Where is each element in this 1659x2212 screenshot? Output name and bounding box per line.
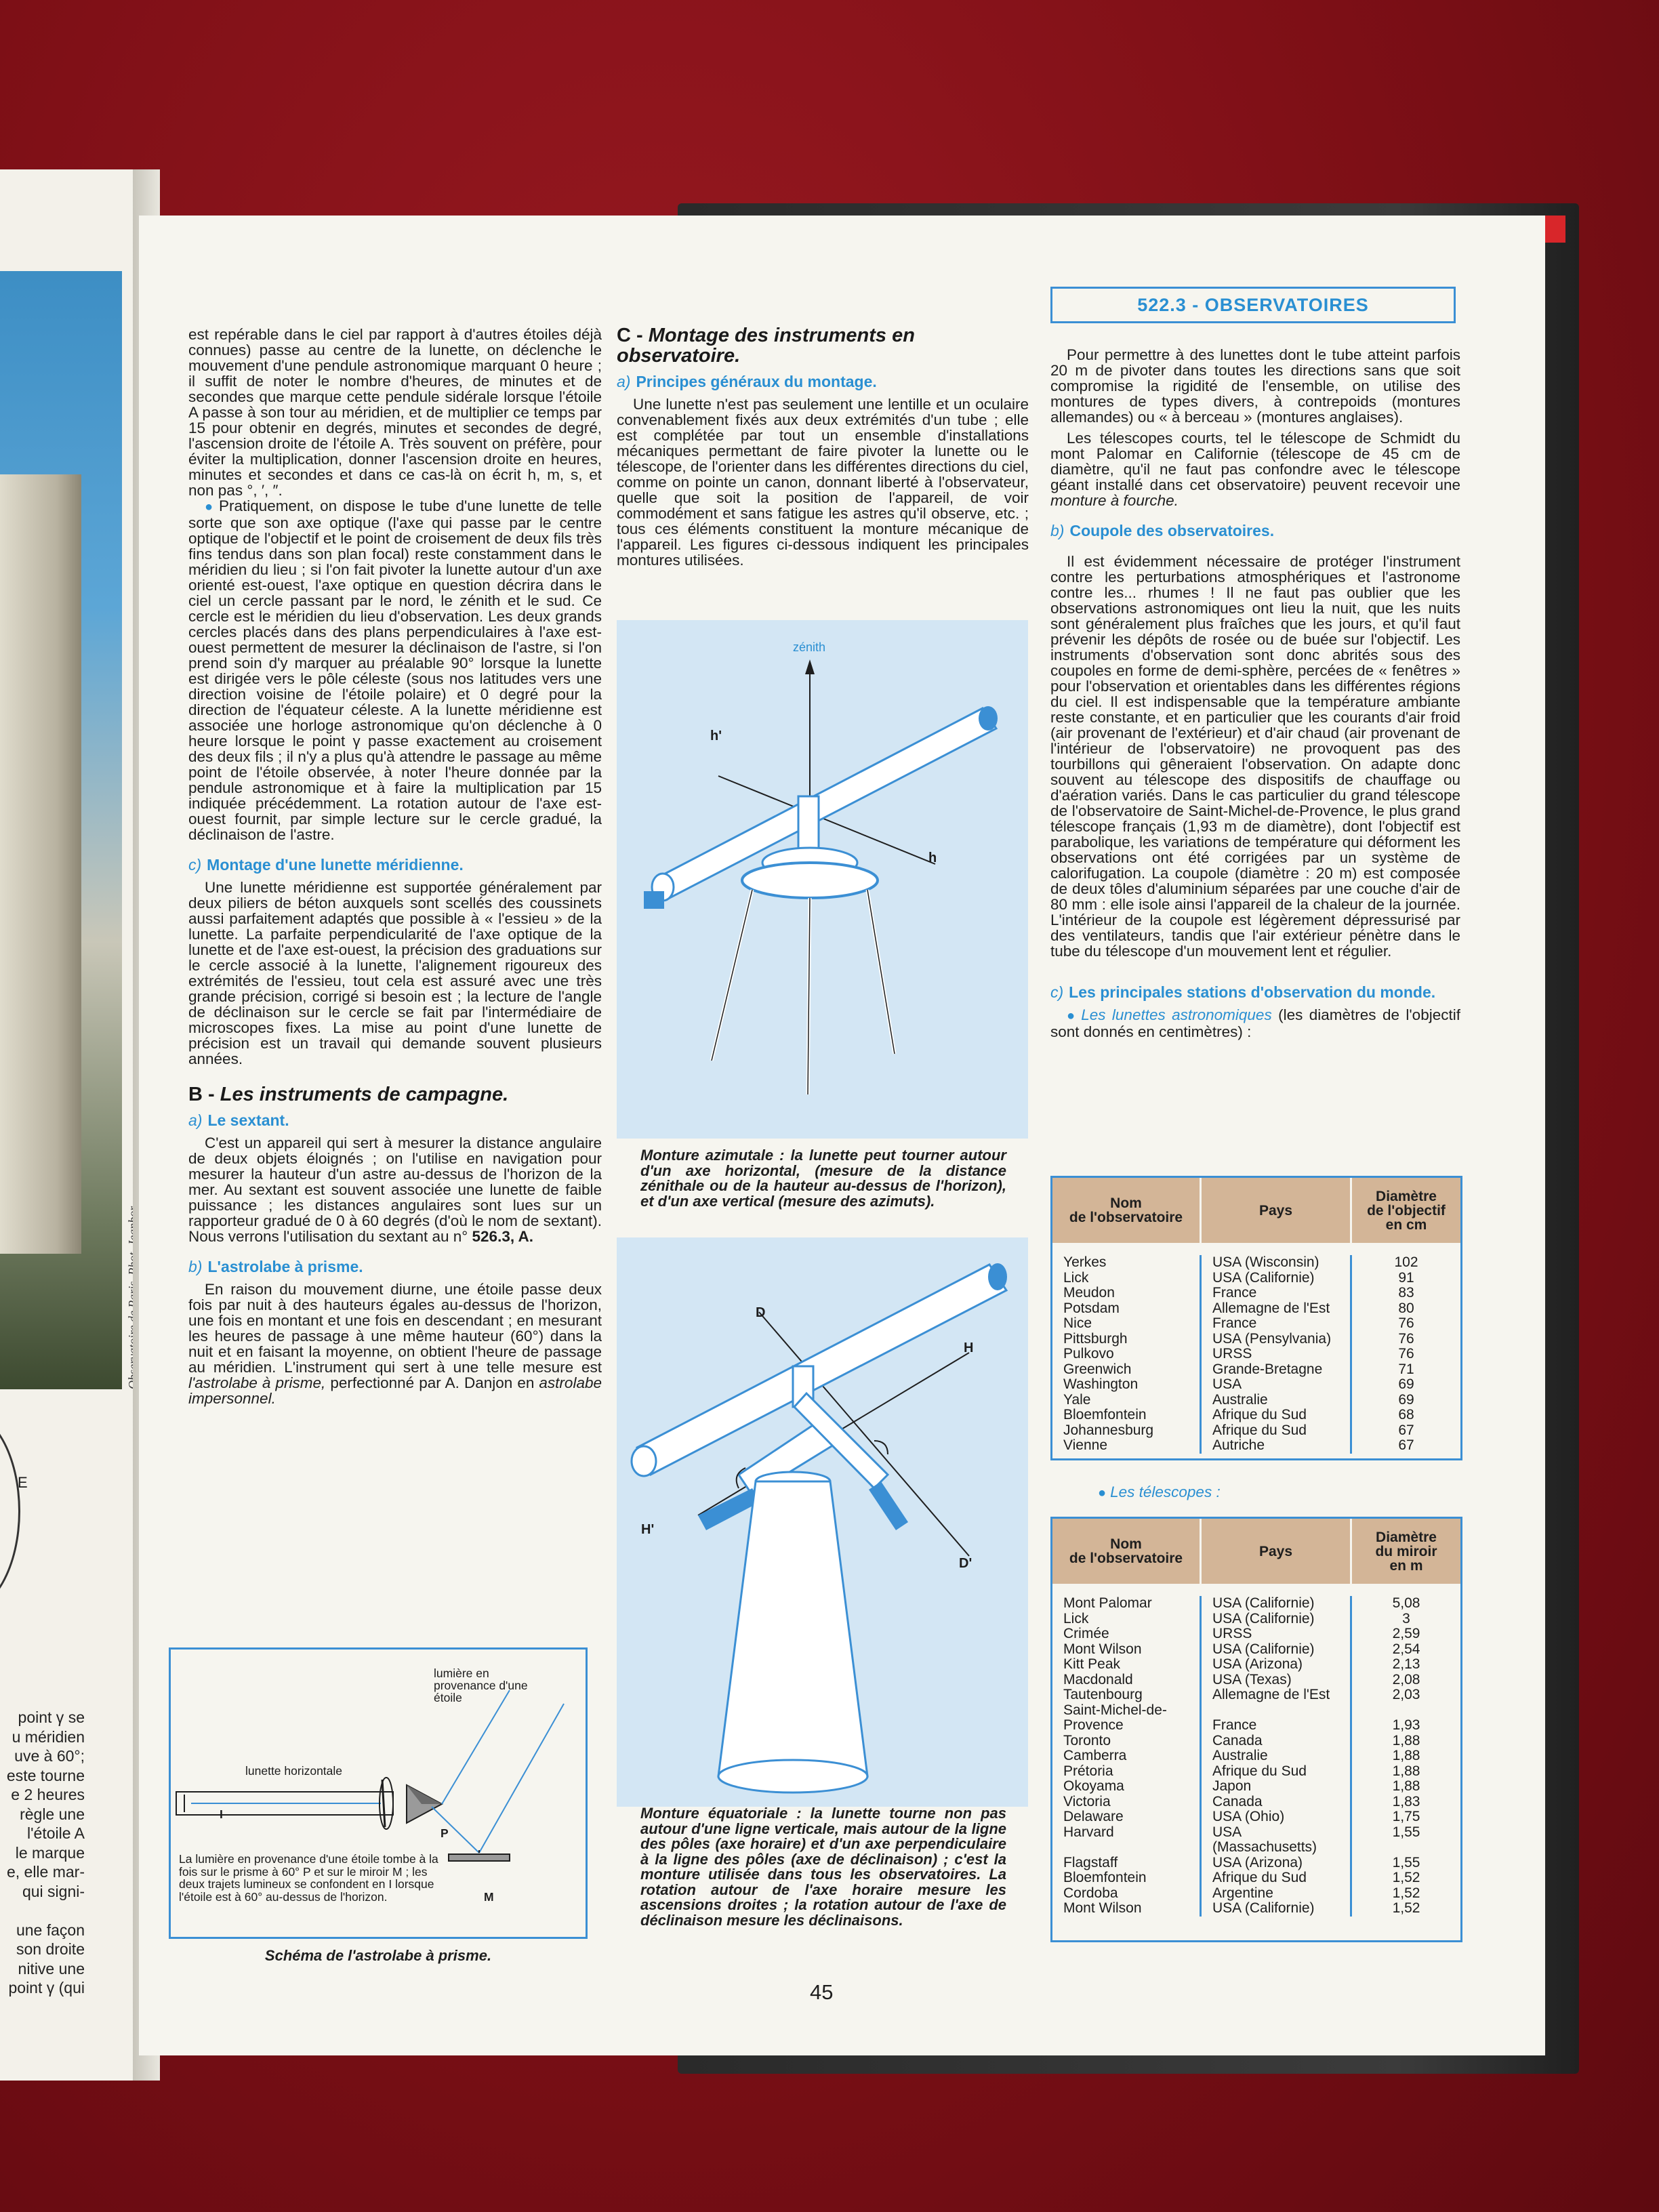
table-cell-name: Mont Wilson: [1063, 1900, 1142, 1916]
point-I-label: I: [220, 1807, 223, 1821]
table-cell-value: [1352, 1840, 1460, 1856]
table-cell-country: Canada: [1212, 1793, 1263, 1809]
table-cell-name: Mont Palomar: [1063, 1595, 1152, 1611]
page-number: 45: [810, 1980, 834, 2004]
paragraph: Les télescopes courts, tel le télescope de Schmidt du mont Palomar en Californie (télescope de 45 cm de diamètre, qu'il ne faut pas confondre avec le télescope géant installé dans cet observatoire) peuvent recevoir une monture à fourche.: [1050, 430, 1460, 509]
column-3: [1050, 347, 1460, 1040]
globe-diagram: [0, 1410, 20, 1613]
table-cell-country: [1212, 1703, 1350, 1719]
table-cell-value: 1,88: [1392, 1732, 1420, 1748]
subheading: c) Les principales stations d'observation du monde.: [1050, 983, 1436, 1001]
mirror-M-label: M: [484, 1890, 494, 1904]
table-cell-value: 83: [1398, 1285, 1414, 1300]
left-text-line: point γ se: [18, 1708, 85, 1726]
table-cell-value: 71: [1398, 1361, 1414, 1377]
table-cell-name: Greenwich: [1063, 1361, 1132, 1377]
left-text-line: u méridien: [12, 1727, 85, 1746]
lunette-label: lunette horizontale: [245, 1764, 343, 1778]
table-cell-value: 2,54: [1392, 1641, 1420, 1657]
table-cell-country: France: [1212, 1315, 1257, 1331]
azimuthal-mount-drawing: [617, 620, 1028, 1139]
table-cell-country: Allemagne de l'Est: [1212, 1300, 1330, 1316]
column-header: Nom de l'observatoire: [1052, 1519, 1202, 1584]
table-cell-name: Camberra: [1063, 1748, 1127, 1763]
zenith-label: zénith: [793, 640, 826, 654]
table-cell-value: 2,13: [1392, 1656, 1420, 1672]
H-label: H: [964, 1340, 974, 1355]
left-text-line: e 2 heures: [11, 1786, 85, 1803]
table-cell-name: Meudon: [1063, 1285, 1115, 1300]
table-cell-name: Washington: [1063, 1376, 1139, 1392]
table-cell-value: 76: [1398, 1330, 1414, 1347]
subheading: a) Le sextant.: [188, 1111, 289, 1129]
left-text-line: [0, 1901, 85, 1921]
table-cell-name: Harvard: [1063, 1824, 1114, 1840]
h-prime-label: h': [710, 729, 722, 743]
table-cell-value: 1,55: [1392, 1824, 1420, 1840]
table-header: [1052, 1519, 1460, 1584]
table-cell-value: 1,88: [1392, 1763, 1420, 1779]
table-cell-country: France: [1212, 1285, 1257, 1300]
table-cell-country: USA (Californie): [1212, 1269, 1315, 1286]
observatory-tower: [0, 474, 81, 1254]
table-cell-value: 80: [1398, 1300, 1414, 1316]
table-cell-country: URSS: [1212, 1626, 1252, 1641]
equatorial-mount-figure: [617, 1237, 1028, 1807]
bullet-icon: ●: [1098, 1486, 1107, 1500]
table-cell-value: 91: [1398, 1269, 1414, 1286]
left-text-line: uve à 60°;: [14, 1747, 85, 1765]
left-text-line: l'étoile A: [27, 1824, 85, 1842]
paragraph: C'est un appareil qui sert à mesurer la distance angulaire de deux objets éloignés ; on l'utilise en navigation pour mesurer la hauteur d'un astre au-dessus de l'horizon de la mer. Au sextant est souvent associée une lunette de faible puissance ; les distances angulaires sont lues sur un rapporteur gradué de 0 à 60 degrés (d'où le nom de sextant). Nous verrons l'utilisation du sextant au n° 526.3, A.: [188, 1134, 602, 1245]
star-light-label: lumière en provenance d'une étoile: [434, 1666, 528, 1704]
name-column: [1052, 1596, 1202, 1917]
table-cell-name: Yerkes: [1063, 1254, 1107, 1270]
table-cell-country: USA (Arizona): [1212, 1656, 1303, 1672]
table-cell-name: Lick: [1063, 1269, 1089, 1286]
section-title-box: 522.3 - OBSERVATOIRES: [1050, 287, 1456, 323]
table-body: [1052, 1243, 1460, 1454]
table-cell-country: Afrique du Sud: [1212, 1870, 1307, 1885]
paragraph: En raison du mouvement diurne, une étoile passe deux fois par nuit à des hauteurs égales au-dessus de l'horizon, une fois en montant et une fois en descendant ; en mesurant les heures de passage à une même hauteur (60°) dans la nuit et en faisant la moyenne, on obtient l'heure de passage au méridien. L'instrument qui sert à une telle mesure est l'astrolabe à prisme, perfectionné par A. Danjon en astrolabe impersonnel.: [188, 1281, 602, 1407]
table-cell-name: Saint-Michel-de-: [1063, 1702, 1167, 1718]
subheading: b) L'astrolabe à prisme.: [188, 1258, 363, 1275]
table-cell-name: Kitt Peak: [1063, 1656, 1121, 1672]
column-header: Diamètre de l'objectif en cm: [1367, 1188, 1446, 1233]
bullet-icon: ●: [1067, 1008, 1078, 1023]
table-cell-value: 3: [1402, 1610, 1410, 1626]
table-cell-value: 1,52: [1392, 1870, 1420, 1885]
table-cell-name: Pittsburgh: [1063, 1330, 1128, 1347]
table-cell-country: Autriche: [1212, 1437, 1265, 1453]
prism-P-label: P: [441, 1826, 449, 1840]
left-text-line: qui signi-: [22, 1882, 85, 1900]
column-1: [188, 327, 602, 1406]
table-cell-country: USA (Wisconsin): [1212, 1254, 1319, 1270]
table-cell-country: USA (Texas): [1212, 1671, 1292, 1687]
table-cell-value: 76: [1398, 1346, 1414, 1361]
table-cell-name: Potsdam: [1063, 1300, 1120, 1316]
left-text-line: point γ (qui: [8, 1979, 85, 1996]
table-cell-country: USA (Ohio): [1212, 1809, 1285, 1824]
left-page-text: [0, 1708, 85, 1998]
table-cell-value: 69: [1398, 1391, 1414, 1408]
table-cell-name: Delaware: [1063, 1809, 1124, 1824]
table-cell-name: Bloemfontein: [1063, 1870, 1147, 1885]
column-header: Pays: [1202, 1178, 1352, 1243]
table-cell-name: Johannesburg: [1063, 1422, 1154, 1438]
table-cell-value: 2,59: [1392, 1626, 1420, 1641]
table-cell-country: France: [1212, 1717, 1257, 1733]
table-cell-country: Australie: [1212, 1748, 1268, 1763]
table-cell-value: 2,03: [1392, 1687, 1420, 1702]
table-cell-name: Victoria: [1063, 1793, 1111, 1809]
table-cell-name: Provence: [1063, 1717, 1124, 1733]
azimuthal-mount-figure: [617, 620, 1028, 1139]
table-cell-value: 1,55: [1392, 1854, 1420, 1870]
table-cell-country: Afrique du Sud: [1212, 1422, 1307, 1438]
H-prime-label: H': [641, 1522, 655, 1537]
azimuthal-caption: Monture azimutale : la lunette peut tourner autour d'un axe horizontal, (mesure de la distance zénithale ou de la hauteur au-dessus de l'horizon), et d'un axe vertical (mesure des azimuts).: [640, 1147, 1006, 1210]
table-cell-name: Crimée: [1063, 1626, 1109, 1641]
column-2: [617, 325, 1029, 568]
left-page: [0, 169, 146, 2081]
table-cell-name: Pulkovo: [1063, 1346, 1114, 1361]
table-cell-value: 1,52: [1392, 1885, 1420, 1901]
table-cell-name: [1063, 1840, 1200, 1856]
table-cell-value: 1,88: [1392, 1778, 1420, 1794]
paragraph: est repérable dans le ciel par rapport à d'autres étoiles déjà connues) passe au centre de la lunette, on déclenche le mouvement d'une pendule astronomique marquant 0 heure ; il suffit de noter le nombre d'heures, de minutes et de secondes que marque cette pendule sidérale lorsque l'étoile A passe à son tour au méridien, et de multiplier ce temps par 15 pour obtenir en degrés, minutes et secondes de degré, l'ascension droite de l'étoile A. Très souvent on préfère, pour éviter la multiplication, donner l'ascension droite en heures, minutes et secondes et dans ce cas-là on écrit h, m, s, et non pas °, ′, ″.: [188, 326, 602, 499]
h-label: h: [928, 851, 937, 865]
table-cell-country: USA (Pensylvania): [1212, 1330, 1332, 1347]
value-column: [1352, 1255, 1460, 1454]
D-prime-label: D': [959, 1556, 972, 1571]
table-cell-country: (Massachusetts): [1212, 1839, 1317, 1855]
table-header: [1052, 1178, 1460, 1243]
table-body: [1052, 1584, 1460, 1917]
table-cell-country: Afrique du Sud: [1212, 1407, 1307, 1422]
paragraph: Une lunette n'est pas seulement une lentille et un oculaire convenablement fixés aux deux extrémités d'un tube ; elle est complétée par tout un ensemble d'installations mécaniques permettant de faire pivoter la lunette ou le télescope, de l'orienter dans les différentes directions du ciel, comme on pointe un canon, donnant liberté à l'observateur, quelle que soit la position de l'appareil, de voir commodément et sans fatigue les astres qu'il observe, etc. ; tous ces éléments constituent la monture mécanique de l'appareil. Les figures ci-dessous indiquent les principales montures utilisées.: [617, 396, 1029, 569]
table-cell-value: 1,83: [1392, 1793, 1420, 1809]
paragraph: ● Les lunettes astronomiques (les diamètres de l'objectif sont donnés en centimètres) :: [1050, 1006, 1460, 1040]
table-cell-country: Japon: [1212, 1778, 1252, 1794]
paragraph: Il est évidemment nécessaire de protéger l'instrument contre les perturbations atmosphériques et l'astronome contre les... rhumes ! Il ne faut pas oublier que les observations astronomiques ont lieu la nuit, que les nuits sont généralement plus fraîches que les jours, et qu'il faut prévenir les dépôts de rosée ou de buée sur l'objectif. Les instruments d'observation sont donc abrités sous des coupoles en forme de demi-sphère, percées de « fenêtres » pour l'observation et orientables dans les différentes régions du ciel. Il est indispensable que la température ambiante reste constante, et en particulier que les courants d'air froid (air provenant de l'extérieur) et d'air chaud (air provenant de l'intérieur de l'observatoire) ne provoquent pas des tourbillons qui gêneraient l'observation. On adapte donc souvent au télescope des dispositifs de chauffage ou d'aération variés. Dans le cas particulier du grand télescope de l'observatoire de Saint-Michel-de-Provence, le plus grand télescope français (1,93 m de diamètre), dont l'objectif est parabolique, les variations de température qui déforment les observations ont été corrigées par un système de calorifugation. La coupole (diamètre : 20 m) est composée de deux tôles d'aluminium séparées par une couche d'air de 80 mm : elle isole ainsi l'appareil de la chaleur de la journée. L'intérieur de la coupole est légèrement dépressurisé par des ventilateurs, tandis que l'air extérieur pénètre dans le tube du télescope d'un mouvement lent et régulier.: [1050, 553, 1460, 960]
column-header: Diamètre du miroir en m: [1375, 1529, 1437, 1574]
name-column: [1052, 1255, 1202, 1454]
bullet-icon: ●: [205, 499, 215, 514]
table-cell-name: Lick: [1063, 1610, 1089, 1626]
telescopes-table: [1050, 1517, 1462, 1942]
table-cell-name: Vienne: [1063, 1437, 1108, 1453]
column-header: Nom de l'observatoire: [1052, 1178, 1202, 1243]
table-cell-country: USA (Californie): [1212, 1595, 1315, 1611]
D-label: D: [756, 1305, 766, 1320]
table-cell-country: Canada: [1212, 1732, 1263, 1748]
equatorial-caption: Monture équatoriale : la lunette tourne non pas autour d'une ligne verticale, mais autour de la ligne des pôles (axe horaire) et d'un axe perpendiculaire à la ligne des pôles (axe de déclinaison) ; c'est la monture utilisée dans tous les observatoires. La rotation autour de l'axe horaire mesure les ascensions droites ; la rotation autour de l'axe de déclinaison mesure les déclinaisons.: [640, 1805, 1006, 1929]
subheading: c) Montage d'une lunette méridienne.: [188, 856, 464, 874]
table-cell-name: Flagstaff: [1063, 1854, 1118, 1870]
table-cell-country: Afrique du Sud: [1212, 1763, 1307, 1779]
lunettes-table: [1050, 1176, 1462, 1460]
table-cell-country: Australie: [1212, 1391, 1268, 1408]
country-column: [1202, 1596, 1352, 1917]
value-column: [1352, 1596, 1460, 1917]
table-cell-value: 1,52: [1392, 1900, 1420, 1916]
table-cell-value: 2,08: [1392, 1671, 1420, 1687]
table-cell-value: 1,88: [1392, 1748, 1420, 1763]
subheading: b) Coupole des observatoires.: [1050, 522, 1275, 539]
paragraph: ● Pratiquement, on dispose le tube d'une lunette de telle sorte que son axe optique (l'axe qui passe par le centre optique de l'objectif et le point de croisement de deux fils très fins tendus dans son plan focal) reste constamment dans le méridien du lieu ; si l'on fait pivoter la lunette autour d'un axe orienté est-ouest, l'axe optique en question décrira dans le ciel un cercle passant par le nord, le zénith et le sud. Ce cercle est le méridien du lieu d'observation. Les deux grands cercles placés dans des plans perpendiculaires à l'axe est-ouest permettent de mesurer la déclinaison de l'astre, si l'on prend soin d'y marquer au préalable 90° lorsque la lunette est dirigée vers le pôle céleste (sous nos latitudes vers une direction voisine de l'étoile polaire) et 0 degré pour la direction de l'équateur céleste. A la lunette méridienne est associée une horloge astronomique qu'on déclenche à 0 heure lorsque le point γ passe exactement au croisement des deux fils ; il n'y a plus qu'à attendre le passage au même point de l'étoile observée, à noter l'heure donnée par la pendule astronomique et à faire la multiplication par 15 indiquée précédemment. La rotation autour de l'axe est-ouest fournit, par simple lecture sur le cercle gradué, la déclinaison de l'astre.: [188, 497, 602, 843]
subheading: a) Principes généraux du montage.: [617, 373, 877, 390]
table-cell-name: Tautenbourg: [1063, 1687, 1143, 1702]
table-cell-country: USA (Arizona): [1212, 1854, 1303, 1870]
table-cell-name: Nice: [1063, 1315, 1092, 1331]
table-cell-country: USA (Californie): [1212, 1641, 1315, 1657]
table-cell-value: [1352, 1703, 1460, 1719]
paragraph: Une lunette méridienne est supportée généralement par deux piliers de béton auxquels sont scellés des coussinets aussi parfaitement adaptés que possible à « l'essieu » de la lunette. La parfaite perpendicularité de l'axe optique de la lunette et de l'axe est-ouest, la précision des graduations sur le cercle associé à la lunette, l'alignement rigoureux des extrémités de l'essieu, tout cela est assuré avec une très grande précision, corrigé si besoin est ; la lecture de l'angle de déclinaison sur le cercle se fait par l'intermédiaire de microscopes fixes. La mise au point d'une lunette de précision est un travail qui demande souvent plusieurs années.: [188, 879, 602, 1067]
globe-label: E: [18, 1474, 28, 1491]
country-column: [1202, 1255, 1352, 1454]
left-text-line: règle une: [20, 1805, 85, 1823]
table-cell-name: Bloemfontein: [1063, 1407, 1147, 1422]
table-cell-name: Mont Wilson: [1063, 1641, 1142, 1657]
paragraph: Pour permettre à des lunettes dont le tube atteint parfois 20 m de pivoter dans toutes les directions sans que soit compromise la rigidité de l'ensemble, on utilise des montures de types divers, à contrepoids (montures allemandes) ou « à berceau » (montures anglaises).: [1050, 346, 1460, 426]
table-cell-value: 67: [1398, 1437, 1414, 1453]
column-header: Pays: [1202, 1519, 1352, 1584]
table-cell-country: Grande-Bretagne: [1212, 1361, 1323, 1377]
table-cell-country: Argentine: [1212, 1885, 1273, 1901]
table-cell-country: USA: [1212, 1824, 1242, 1840]
table-cell-country: URSS: [1212, 1346, 1252, 1361]
table-cell-country: USA: [1212, 1376, 1242, 1392]
table-cell-value: 69: [1398, 1376, 1414, 1392]
table-cell-value: 5,08: [1392, 1595, 1420, 1611]
table-cell-country: USA (Californie): [1212, 1610, 1315, 1626]
left-text-line: une façon: [16, 1921, 85, 1939]
table-cell-name: Macdonald: [1063, 1671, 1133, 1687]
table-cell-value: 68: [1398, 1407, 1414, 1422]
table-cell-name: Toronto: [1063, 1732, 1111, 1748]
left-text-line: e, elle mar-: [6, 1863, 85, 1881]
astrolabe-note: La lumière en provenance d'une étoile tombe à la fois sur le prisme à 60° P et sur le miroir M ; les deux trajets lumineux se confondent en I lorsque l'étoile est à 60° au-dessus de l'horizon.: [179, 1852, 438, 1904]
table-cell-name: Prétoria: [1063, 1763, 1113, 1779]
observatory-photo: [0, 271, 122, 1389]
telescopes-heading: ● Les télescopes :: [1098, 1483, 1221, 1500]
astrolabe-diagram: [169, 1647, 588, 1939]
table-cell-value: 1,75: [1392, 1809, 1420, 1824]
table-cell-value: 76: [1398, 1315, 1414, 1331]
left-text-line: nitive une: [18, 1959, 85, 1978]
table-cell-name: Yale: [1063, 1391, 1091, 1408]
left-text-line: son droite: [16, 1940, 85, 1958]
section-heading: C - Montage des instruments en observatoire.: [617, 325, 915, 367]
table-cell-value: 102: [1394, 1254, 1418, 1270]
section-heading: B - Les instruments de campagne.: [188, 1084, 509, 1105]
table-cell-name: Okoyama: [1063, 1778, 1124, 1794]
left-text-line: le marque: [15, 1843, 85, 1862]
astrolabe-caption: Schéma de l'astrolabe à prisme.: [264, 1947, 492, 1964]
table-cell-value: 67: [1398, 1422, 1414, 1438]
left-text-line: este tourne: [6, 1766, 85, 1784]
table-cell-value: 1,93: [1392, 1717, 1420, 1733]
equatorial-mount-drawing: [617, 1237, 1028, 1807]
table-cell-country: Allemagne de l'Est: [1212, 1687, 1330, 1702]
table-cell-country: USA (Californie): [1212, 1900, 1315, 1916]
table-cell-name: Cordoba: [1063, 1885, 1118, 1901]
